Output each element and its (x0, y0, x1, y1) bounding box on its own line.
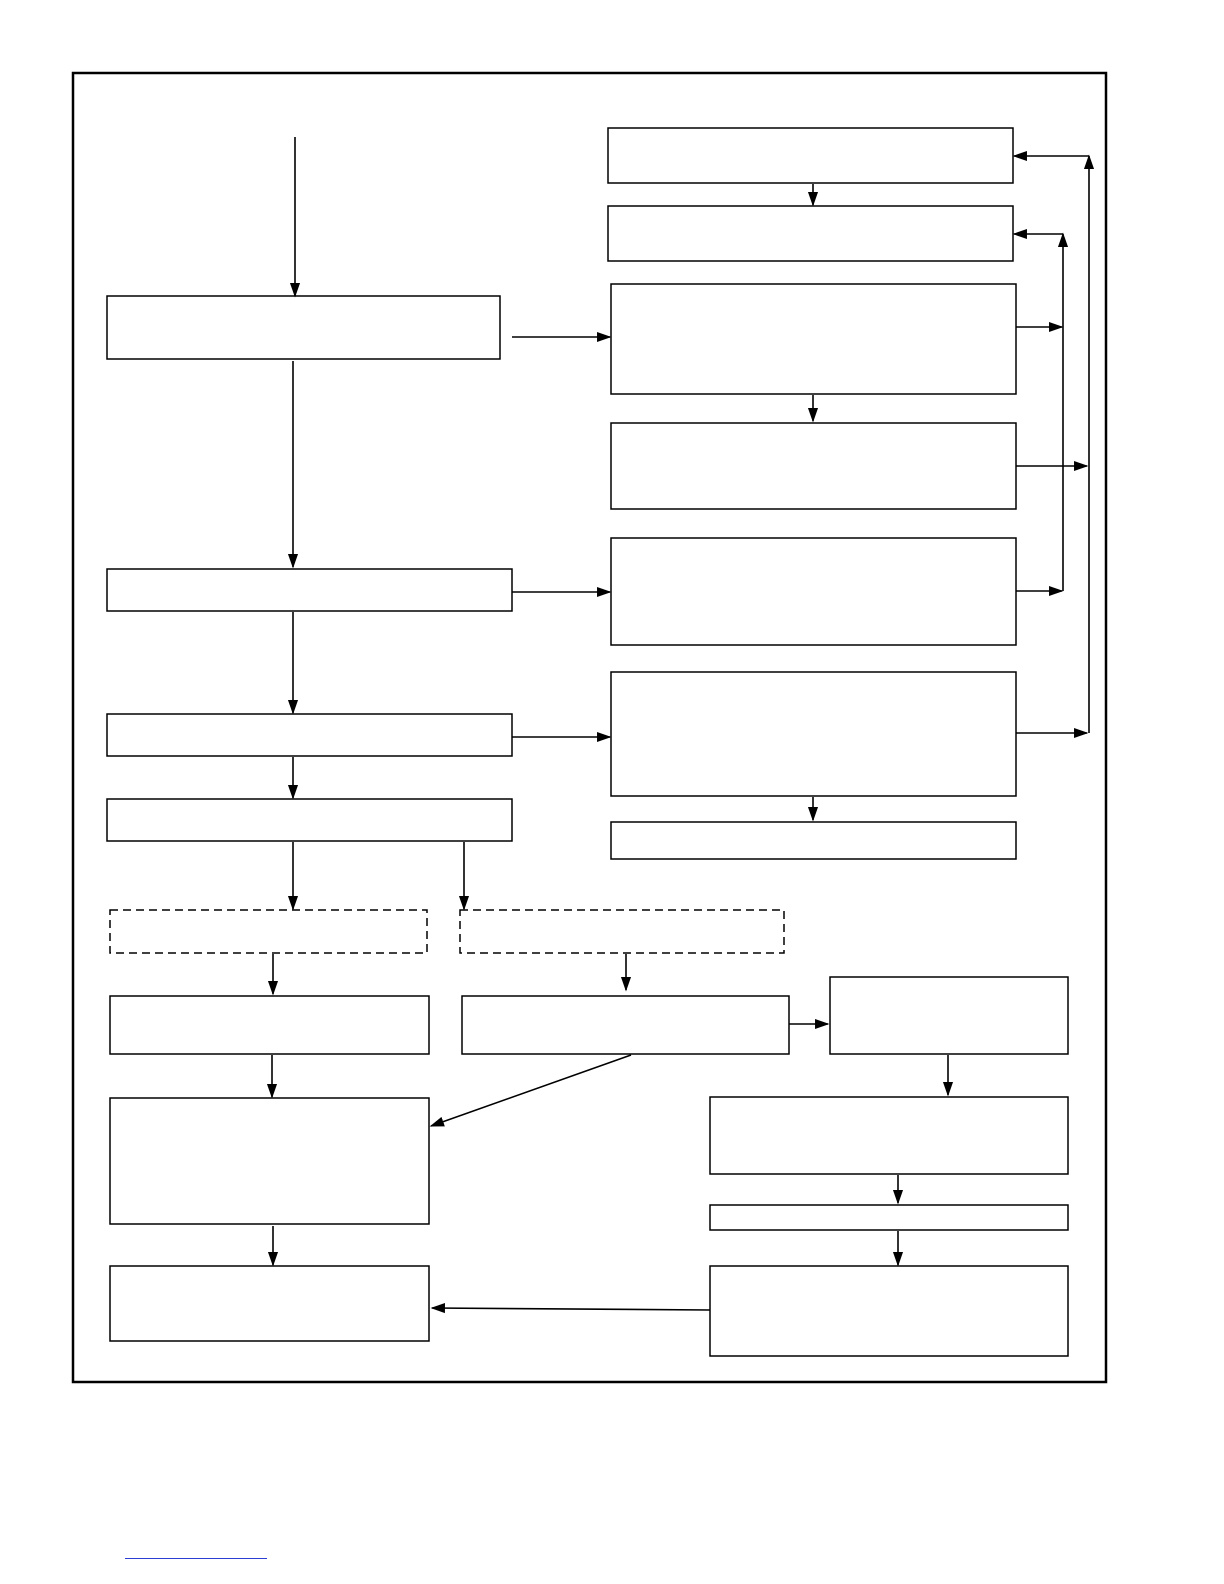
node-box (608, 128, 1013, 183)
node-decision-right (460, 910, 784, 953)
node-box (110, 1266, 429, 1341)
node-box (107, 569, 512, 611)
node-box (611, 538, 1016, 645)
node-right-path-3 (710, 1205, 1068, 1230)
node-left-path-2 (110, 1098, 429, 1224)
node-branch-a-3 (611, 284, 1016, 394)
node-box (462, 996, 789, 1054)
node-box (107, 714, 512, 756)
node-box (710, 1205, 1068, 1230)
node-start (107, 296, 500, 359)
connector-middle-path-1-to-left-path-2 (431, 1055, 631, 1126)
node-left-path-1 (110, 996, 429, 1054)
node-step-3 (107, 714, 512, 756)
connector-right-path-4-to-left-path-3 (432, 1308, 710, 1310)
node-branch-c-1 (611, 672, 1016, 796)
node-box (107, 799, 512, 841)
node-box (710, 1266, 1068, 1356)
node-box (710, 1097, 1068, 1174)
node-box (611, 822, 1016, 859)
node-right-path-1 (830, 977, 1068, 1054)
node-branch-b (611, 538, 1016, 645)
node-step-4 (107, 799, 512, 841)
node-box (107, 296, 500, 359)
node-box (110, 996, 429, 1054)
dashed-node-box (110, 910, 427, 953)
node-branch-a-2 (608, 206, 1013, 261)
node-left-path-3 (110, 1266, 429, 1341)
node-box (611, 672, 1016, 796)
node-middle-path-1 (462, 996, 789, 1054)
node-branch-a-4 (611, 423, 1016, 509)
node-box (110, 1098, 429, 1224)
node-right-path-4 (710, 1266, 1068, 1356)
node-branch-a-1 (608, 128, 1013, 183)
node-box (611, 284, 1016, 394)
footer-link-rule (125, 1558, 267, 1559)
node-right-path-2 (710, 1097, 1068, 1174)
node-box (830, 977, 1068, 1054)
node-branch-c-2 (611, 822, 1016, 859)
node-box (608, 206, 1013, 261)
node-box (611, 423, 1016, 509)
node-step-2 (107, 569, 512, 611)
node-decision-left (110, 910, 427, 953)
dashed-node-box (460, 910, 784, 953)
